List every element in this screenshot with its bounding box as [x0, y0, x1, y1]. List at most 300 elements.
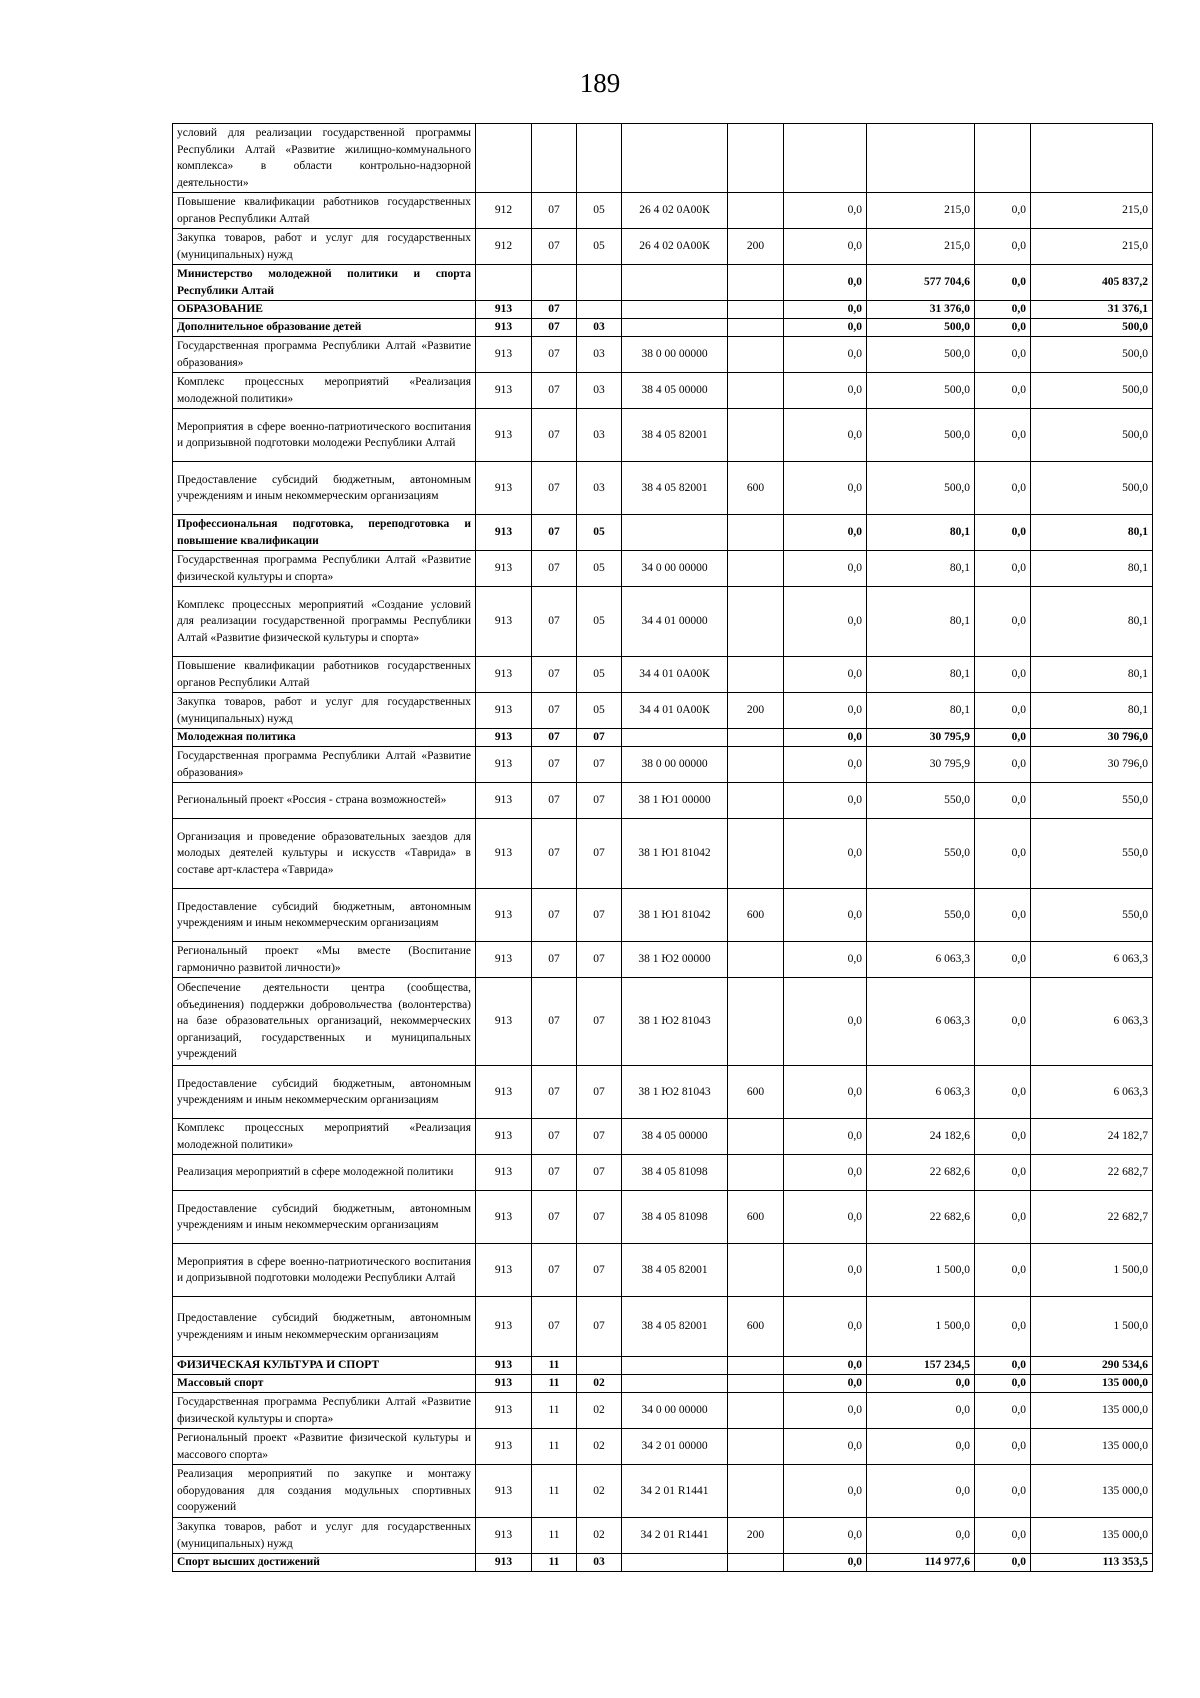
- row-target-article: 26 4 02 0А00К: [622, 229, 728, 265]
- row-section: 07: [532, 337, 577, 373]
- row-target-article: 38 0 00 00000: [622, 747, 728, 783]
- row-value-3: 0,0: [975, 1066, 1031, 1119]
- row-value-1: 0,0: [784, 1375, 867, 1393]
- row-value-3: 0,0: [975, 889, 1031, 942]
- row-value-4: 500,0: [1031, 462, 1153, 515]
- row-value-1: 0,0: [784, 373, 867, 409]
- row-value-4: 22 682,7: [1031, 1191, 1153, 1244]
- row-expense-type: [728, 265, 784, 301]
- row-value-3: 0,0: [975, 1155, 1031, 1191]
- row-value-4: 500,0: [1031, 409, 1153, 462]
- row-target-article: 38 1 Ю1 81042: [622, 889, 728, 942]
- row-value-2: 550,0: [867, 819, 975, 889]
- row-value-4: 1 500,0: [1031, 1244, 1153, 1297]
- row-value-2: 22 682,6: [867, 1155, 975, 1191]
- row-name: Закупка товаров, работ и услуг для государственных (муниципальных) нужд: [173, 229, 476, 265]
- row-value-2: 114 977,6: [867, 1554, 975, 1572]
- table-row: [173, 229, 1153, 265]
- row-value-1: 0,0: [784, 587, 867, 657]
- row-value-3: 0,0: [975, 193, 1031, 229]
- row-expense-type: [728, 124, 784, 193]
- row-name: Организация и проведение образовательных заездов для молодых деятелей культуры и искусств «Таврида» в составе арт-кластера «Таврида»: [173, 819, 476, 889]
- row-expense-type: [728, 819, 784, 889]
- row-expense-type: [728, 373, 784, 409]
- row-subsection: 03: [577, 337, 622, 373]
- row-subsection: 07: [577, 747, 622, 783]
- row-expense-type: [728, 978, 784, 1066]
- row-subsection: 07: [577, 783, 622, 819]
- row-section: 11: [532, 1465, 577, 1518]
- row-section: 11: [532, 1357, 577, 1375]
- table-row: [173, 1066, 1153, 1119]
- row-subsection: 07: [577, 1297, 622, 1357]
- row-section: 11: [532, 1393, 577, 1429]
- row-value-4: 113 353,5: [1031, 1554, 1153, 1572]
- row-expense-type: [728, 301, 784, 319]
- row-section: 07: [532, 942, 577, 978]
- row-expense-type: [728, 337, 784, 373]
- row-value-4: 80,1: [1031, 551, 1153, 587]
- table-row: [173, 1393, 1153, 1429]
- row-target-article: [622, 1375, 728, 1393]
- table-row: [173, 783, 1153, 819]
- row-value-2: 24 182,6: [867, 1119, 975, 1155]
- row-target-article: 38 4 05 82001: [622, 462, 728, 515]
- row-target-article: 38 4 05 00000: [622, 373, 728, 409]
- row-value-2: 500,0: [867, 373, 975, 409]
- row-target-article: 38 4 05 82001: [622, 409, 728, 462]
- row-value-4: 215,0: [1031, 229, 1153, 265]
- row-value-1: 0,0: [784, 729, 867, 747]
- row-expense-type: 600: [728, 1297, 784, 1357]
- row-section: 07: [532, 587, 577, 657]
- table-row: [173, 337, 1153, 373]
- table-row: [173, 747, 1153, 783]
- row-value-1: 0,0: [784, 889, 867, 942]
- row-section: 07: [532, 657, 577, 693]
- row-value-2: 0,0: [867, 1465, 975, 1518]
- row-value-3: 0,0: [975, 729, 1031, 747]
- row-value-2: 31 376,0: [867, 301, 975, 319]
- row-value-1: [784, 124, 867, 193]
- row-value-2: 500,0: [867, 462, 975, 515]
- row-section: 11: [532, 1518, 577, 1554]
- row-subsection: [577, 124, 622, 193]
- page-number: 189: [579, 68, 621, 98]
- row-value-1: 0,0: [784, 819, 867, 889]
- row-grbs: 913: [476, 1518, 532, 1554]
- table-row: [173, 265, 1153, 301]
- row-expense-type: [728, 1465, 784, 1518]
- row-value-2: 0,0: [867, 1393, 975, 1429]
- row-value-2: 215,0: [867, 193, 975, 229]
- row-value-4: 6 063,3: [1031, 1066, 1153, 1119]
- row-value-3: 0,0: [975, 657, 1031, 693]
- row-name: Предоставление субсидий бюджетным, автономным учреждениям и иным некоммерческим организациям: [173, 1066, 476, 1119]
- row-value-2: 500,0: [867, 409, 975, 462]
- row-value-4: 31 376,1: [1031, 301, 1153, 319]
- row-value-1: 0,0: [784, 1429, 867, 1465]
- row-name: Спорт высших достижений: [173, 1554, 476, 1572]
- row-value-1: 0,0: [784, 1465, 867, 1518]
- row-target-article: [622, 1554, 728, 1572]
- row-subsection: 07: [577, 889, 622, 942]
- table-row: [173, 515, 1153, 551]
- table-row: [173, 373, 1153, 409]
- row-value-1: 0,0: [784, 1066, 867, 1119]
- row-subsection: 05: [577, 551, 622, 587]
- row-value-3: [975, 124, 1031, 193]
- row-target-article: 38 0 00 00000: [622, 337, 728, 373]
- table-row: [173, 1518, 1153, 1554]
- row-value-2: 1 500,0: [867, 1244, 975, 1297]
- row-section: 07: [532, 193, 577, 229]
- row-value-3: 0,0: [975, 1357, 1031, 1375]
- row-subsection: 05: [577, 193, 622, 229]
- row-section: 07: [532, 1191, 577, 1244]
- row-section: 07: [532, 373, 577, 409]
- row-value-4: 550,0: [1031, 819, 1153, 889]
- row-target-article: 38 1 Ю1 00000: [622, 783, 728, 819]
- row-value-3: 0,0: [975, 1191, 1031, 1244]
- row-value-4: 6 063,3: [1031, 942, 1153, 978]
- row-value-3: 0,0: [975, 819, 1031, 889]
- row-value-2: 30 795,9: [867, 747, 975, 783]
- row-subsection: 05: [577, 693, 622, 729]
- row-subsection: [577, 301, 622, 319]
- row-target-article: 34 4 01 0А00К: [622, 693, 728, 729]
- row-section: 07: [532, 515, 577, 551]
- row-name: Комплекс процессных мероприятий «Создание условий для реализации государственной программы Республики Алтай «Развитие физической культуры и спорта»: [173, 587, 476, 657]
- row-grbs: 913: [476, 1191, 532, 1244]
- row-value-3: 0,0: [975, 1393, 1031, 1429]
- row-expense-type: [728, 319, 784, 337]
- row-value-1: 0,0: [784, 409, 867, 462]
- row-value-1: 0,0: [784, 942, 867, 978]
- row-value-1: 0,0: [784, 551, 867, 587]
- row-value-3: 0,0: [975, 1119, 1031, 1155]
- row-section: 07: [532, 729, 577, 747]
- row-value-2: 215,0: [867, 229, 975, 265]
- row-expense-type: [728, 783, 784, 819]
- row-value-3: 0,0: [975, 783, 1031, 819]
- row-target-article: 34 4 01 0А00К: [622, 657, 728, 693]
- row-section: 07: [532, 1066, 577, 1119]
- table-row: [173, 1191, 1153, 1244]
- row-target-article: 38 1 Ю2 00000: [622, 942, 728, 978]
- row-value-1: 0,0: [784, 978, 867, 1066]
- row-grbs: 913: [476, 942, 532, 978]
- row-name: Массовый спорт: [173, 1375, 476, 1393]
- row-value-3: 0,0: [975, 1297, 1031, 1357]
- row-section: 07: [532, 978, 577, 1066]
- row-subsection: [577, 1357, 622, 1375]
- table-row: [173, 657, 1153, 693]
- row-grbs: 913: [476, 1066, 532, 1119]
- row-subsection: 07: [577, 1119, 622, 1155]
- row-value-4: 80,1: [1031, 587, 1153, 657]
- row-value-1: 0,0: [784, 693, 867, 729]
- table-row: [173, 301, 1153, 319]
- row-value-3: 0,0: [975, 265, 1031, 301]
- row-value-2: 550,0: [867, 783, 975, 819]
- row-value-3: 0,0: [975, 587, 1031, 657]
- row-name: Комплекс процессных мероприятий «Реализация молодежной политики»: [173, 1119, 476, 1155]
- row-value-2: 80,1: [867, 587, 975, 657]
- row-value-3: 0,0: [975, 409, 1031, 462]
- row-target-article: 26 4 02 0А00К: [622, 193, 728, 229]
- row-value-1: 0,0: [784, 1297, 867, 1357]
- row-grbs: 913: [476, 1155, 532, 1191]
- row-value-1: 0,0: [784, 1554, 867, 1572]
- row-expense-type: [728, 587, 784, 657]
- row-target-article: [622, 124, 728, 193]
- row-subsection: 07: [577, 1155, 622, 1191]
- row-section: 07: [532, 1244, 577, 1297]
- row-value-1: 0,0: [784, 1244, 867, 1297]
- table-row: [173, 462, 1153, 515]
- row-value-2: 22 682,6: [867, 1191, 975, 1244]
- row-value-3: 0,0: [975, 1554, 1031, 1572]
- row-value-1: 0,0: [784, 319, 867, 337]
- row-value-4: 6 063,3: [1031, 978, 1153, 1066]
- table-row: [173, 729, 1153, 747]
- row-value-3: 0,0: [975, 301, 1031, 319]
- row-target-article: 34 2 01 R1441: [622, 1518, 728, 1554]
- row-value-1: 0,0: [784, 462, 867, 515]
- row-section: 07: [532, 783, 577, 819]
- row-expense-type: 200: [728, 1518, 784, 1554]
- row-section: 11: [532, 1554, 577, 1572]
- row-name: Региональный проект «Развитие физической культуры и массового спорта»: [173, 1429, 476, 1465]
- table-row: [173, 193, 1153, 229]
- row-value-1: 0,0: [784, 1393, 867, 1429]
- row-expense-type: [728, 729, 784, 747]
- row-target-article: 34 2 01 00000: [622, 1429, 728, 1465]
- row-expense-type: [728, 657, 784, 693]
- row-value-1: 0,0: [784, 337, 867, 373]
- row-value-1: 0,0: [784, 657, 867, 693]
- table-row: [173, 1244, 1153, 1297]
- row-value-2: 80,1: [867, 693, 975, 729]
- row-target-article: [622, 1357, 728, 1375]
- row-grbs: 913: [476, 693, 532, 729]
- row-name: Предоставление субсидий бюджетным, автономным учреждениям и иным некоммерческим организациям: [173, 889, 476, 942]
- row-expense-type: [728, 1244, 784, 1297]
- row-value-1: 0,0: [784, 301, 867, 319]
- row-subsection: 03: [577, 319, 622, 337]
- table-row: [173, 693, 1153, 729]
- row-name: условий для реализации государственной программы Республики Алтай «Развитие жилищно-коммунального комплекса» в области контрольно-надзорной деятельности»: [173, 124, 476, 193]
- row-grbs: 913: [476, 1297, 532, 1357]
- row-section: 11: [532, 1375, 577, 1393]
- row-value-3: 0,0: [975, 693, 1031, 729]
- row-grbs: 912: [476, 229, 532, 265]
- row-target-article: 34 0 00 00000: [622, 551, 728, 587]
- row-name: Реализация мероприятий по закупке и монтажу оборудования для создания модульных спортивных сооружений: [173, 1465, 476, 1518]
- row-value-1: 0,0: [784, 1155, 867, 1191]
- row-value-3: 0,0: [975, 1244, 1031, 1297]
- row-target-article: 34 2 01 R1441: [622, 1465, 728, 1518]
- row-section: 07: [532, 1119, 577, 1155]
- row-expense-type: 600: [728, 889, 784, 942]
- row-subsection: 07: [577, 978, 622, 1066]
- row-value-1: 0,0: [784, 515, 867, 551]
- row-name: Повышение квалификации работников государственных органов Республики Алтай: [173, 193, 476, 229]
- row-target-article: 38 1 Ю1 81042: [622, 819, 728, 889]
- row-subsection: 05: [577, 587, 622, 657]
- row-grbs: 913: [476, 319, 532, 337]
- row-value-3: 0,0: [975, 229, 1031, 265]
- row-value-4: 215,0: [1031, 193, 1153, 229]
- row-subsection: 07: [577, 819, 622, 889]
- table-row: [173, 819, 1153, 889]
- row-value-4: 135 000,0: [1031, 1393, 1153, 1429]
- row-expense-type: 200: [728, 229, 784, 265]
- row-value-2: 500,0: [867, 319, 975, 337]
- row-value-1: 0,0: [784, 229, 867, 265]
- row-value-4: 135 000,0: [1031, 1518, 1153, 1554]
- row-subsection: [577, 265, 622, 301]
- row-expense-type: [728, 1375, 784, 1393]
- row-name: Государственная программа Республики Алтай «Развитие физической культуры и спорта»: [173, 1393, 476, 1429]
- row-expense-type: [728, 551, 784, 587]
- row-value-4: 135 000,0: [1031, 1375, 1153, 1393]
- row-grbs: 913: [476, 1465, 532, 1518]
- row-value-4: 30 796,0: [1031, 729, 1153, 747]
- table-row: [173, 1119, 1153, 1155]
- row-value-2: 0,0: [867, 1429, 975, 1465]
- row-value-2: 30 795,9: [867, 729, 975, 747]
- row-expense-type: 600: [728, 462, 784, 515]
- table-row: [173, 124, 1153, 193]
- budget-table: [172, 123, 1153, 1572]
- row-grbs: 913: [476, 587, 532, 657]
- row-expense-type: [728, 1155, 784, 1191]
- row-value-2: 80,1: [867, 515, 975, 551]
- row-expense-type: [728, 515, 784, 551]
- row-name: Дополнительное образование детей: [173, 319, 476, 337]
- row-target-article: 38 4 05 82001: [622, 1244, 728, 1297]
- row-name: Обеспечение деятельности центра (сообщества, объединения) поддержки добровольчества (волонтерства) на базе образовательных организаций, некоммерческих организаций, государственных и муниципальных учреждений: [173, 978, 476, 1066]
- row-grbs: 913: [476, 551, 532, 587]
- row-name: Закупка товаров, работ и услуг для государственных (муниципальных) нужд: [173, 693, 476, 729]
- row-grbs: 913: [476, 978, 532, 1066]
- row-subsection: 07: [577, 729, 622, 747]
- row-grbs: 913: [476, 1429, 532, 1465]
- row-subsection: 07: [577, 1191, 622, 1244]
- row-value-1: 0,0: [784, 1518, 867, 1554]
- row-value-4: [1031, 124, 1153, 193]
- row-section: 07: [532, 319, 577, 337]
- row-section: 07: [532, 301, 577, 319]
- row-grbs: 913: [476, 819, 532, 889]
- row-value-2: 80,1: [867, 657, 975, 693]
- row-value-1: 0,0: [784, 1119, 867, 1155]
- row-section: [532, 265, 577, 301]
- row-section: 07: [532, 229, 577, 265]
- row-value-4: 500,0: [1031, 337, 1153, 373]
- row-expense-type: [728, 942, 784, 978]
- row-value-3: 0,0: [975, 1518, 1031, 1554]
- row-value-4: 135 000,0: [1031, 1429, 1153, 1465]
- row-value-3: 0,0: [975, 747, 1031, 783]
- table-row: [173, 1554, 1153, 1572]
- row-value-3: 0,0: [975, 337, 1031, 373]
- row-grbs: [476, 124, 532, 193]
- row-value-3: 0,0: [975, 978, 1031, 1066]
- row-expense-type: 600: [728, 1191, 784, 1244]
- row-value-4: 135 000,0: [1031, 1465, 1153, 1518]
- row-expense-type: 600: [728, 1066, 784, 1119]
- row-value-2: 1 500,0: [867, 1297, 975, 1357]
- row-subsection: 02: [577, 1465, 622, 1518]
- row-name: Министерство молодежной политики и спорта Республики Алтай: [173, 265, 476, 301]
- row-expense-type: [728, 1119, 784, 1155]
- row-name: Государственная программа Республики Алтай «Развитие образования»: [173, 747, 476, 783]
- table-row: [173, 1375, 1153, 1393]
- row-subsection: 07: [577, 1244, 622, 1297]
- row-name: ФИЗИЧЕСКАЯ КУЛЬТУРА И СПОРТ: [173, 1357, 476, 1375]
- row-subsection: 05: [577, 515, 622, 551]
- row-value-4: 80,1: [1031, 657, 1153, 693]
- row-subsection: 05: [577, 657, 622, 693]
- row-section: [532, 124, 577, 193]
- row-value-2: 6 063,3: [867, 942, 975, 978]
- row-name: Молодежная политика: [173, 729, 476, 747]
- row-value-3: 0,0: [975, 462, 1031, 515]
- table-row: [173, 889, 1153, 942]
- row-target-article: 38 4 05 81098: [622, 1155, 728, 1191]
- row-value-4: 80,1: [1031, 693, 1153, 729]
- row-value-3: 0,0: [975, 1375, 1031, 1393]
- row-expense-type: [728, 747, 784, 783]
- row-grbs: 913: [476, 1119, 532, 1155]
- row-subsection: 02: [577, 1375, 622, 1393]
- row-grbs: 913: [476, 462, 532, 515]
- row-value-3: 0,0: [975, 1429, 1031, 1465]
- row-section: 07: [532, 1155, 577, 1191]
- row-grbs: 913: [476, 409, 532, 462]
- row-section: 07: [532, 819, 577, 889]
- row-section: 07: [532, 889, 577, 942]
- row-value-2: 0,0: [867, 1375, 975, 1393]
- row-value-1: 0,0: [784, 783, 867, 819]
- row-value-2: 157 234,5: [867, 1357, 975, 1375]
- row-expense-type: [728, 1554, 784, 1572]
- table-row: [173, 1357, 1153, 1375]
- row-name: ОБРАЗОВАНИЕ: [173, 301, 476, 319]
- row-value-1: 0,0: [784, 1191, 867, 1244]
- row-grbs: 913: [476, 301, 532, 319]
- row-subsection: 02: [577, 1429, 622, 1465]
- row-value-1: 0,0: [784, 747, 867, 783]
- row-section: 07: [532, 1297, 577, 1357]
- row-grbs: 913: [476, 515, 532, 551]
- table-row: [173, 1297, 1153, 1357]
- row-subsection: 03: [577, 373, 622, 409]
- table-row: [173, 942, 1153, 978]
- row-grbs: 913: [476, 1357, 532, 1375]
- row-value-2: 0,0: [867, 1518, 975, 1554]
- row-value-2: 500,0: [867, 337, 975, 373]
- row-target-article: [622, 265, 728, 301]
- row-expense-type: 200: [728, 693, 784, 729]
- row-value-2: 577 704,6: [867, 265, 975, 301]
- row-target-article: 38 1 Ю2 81043: [622, 978, 728, 1066]
- row-target-article: 34 4 01 00000: [622, 587, 728, 657]
- row-target-article: 38 4 05 82001: [622, 1297, 728, 1357]
